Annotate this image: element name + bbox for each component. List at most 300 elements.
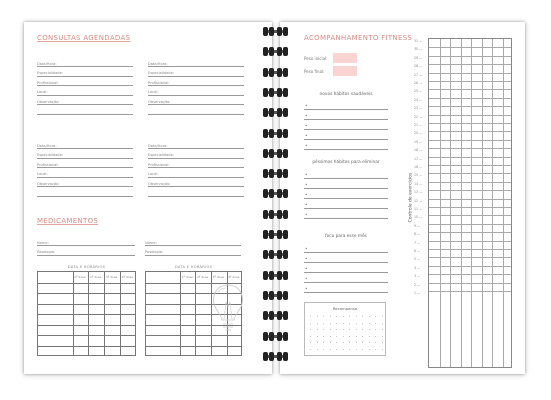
grid-dot bbox=[356, 323, 357, 324]
coil-loop bbox=[283, 47, 288, 56]
appointment-field-label: Especialidade: bbox=[37, 71, 63, 75]
grid-dot bbox=[330, 316, 331, 317]
habit-line[interactable] bbox=[304, 252, 388, 253]
day-label: 21 — bbox=[414, 123, 423, 127]
day-label: 5 — bbox=[414, 257, 421, 262]
spiral-coil bbox=[263, 108, 289, 117]
lightbulb-icon bbox=[208, 280, 248, 340]
coil-loop bbox=[283, 108, 288, 117]
day-label: 11 — bbox=[414, 207, 423, 211]
grid-dot bbox=[375, 336, 376, 337]
spiral-coil bbox=[263, 68, 289, 77]
grid-row-line bbox=[429, 73, 511, 74]
habit-line[interactable] bbox=[304, 262, 388, 263]
appointment-field-label: Observação: bbox=[37, 181, 60, 186]
grid-row-line bbox=[429, 190, 511, 191]
day-label: 22 — bbox=[414, 114, 423, 119]
dose-label: 1ª dose bbox=[74, 274, 86, 279]
coil-loop bbox=[277, 271, 282, 280]
day-label: 25 — bbox=[414, 89, 423, 94]
coil-loop bbox=[269, 210, 274, 219]
rewards-title: Recompensa bbox=[332, 306, 358, 311]
appointment-extra-line bbox=[148, 196, 244, 197]
coil-loop bbox=[277, 27, 282, 36]
grid-dot bbox=[362, 329, 363, 330]
day-label: 28 — bbox=[414, 64, 423, 69]
bullet: • bbox=[305, 103, 308, 108]
spiral-coil bbox=[263, 47, 289, 56]
grid-dot bbox=[317, 349, 318, 350]
grid-dot bbox=[362, 349, 363, 350]
grid-row-line bbox=[429, 199, 511, 200]
appointment-field[interactable] bbox=[148, 96, 244, 105]
day-label: 4 — bbox=[414, 265, 421, 270]
grid-dot bbox=[356, 349, 357, 350]
coil-loop bbox=[283, 291, 288, 300]
grid-dot bbox=[310, 349, 311, 350]
habit-line[interactable] bbox=[304, 272, 388, 273]
coil-loop bbox=[263, 149, 268, 158]
coil-loop bbox=[263, 250, 268, 259]
coil-loop bbox=[263, 189, 268, 198]
table-row-line bbox=[38, 325, 135, 326]
grid-dot bbox=[369, 316, 370, 317]
final-weight-field[interactable] bbox=[333, 66, 357, 76]
appointment-field[interactable] bbox=[37, 169, 133, 178]
table-row-line bbox=[38, 293, 135, 294]
grid-dot bbox=[362, 342, 363, 343]
grid-dot bbox=[382, 323, 383, 324]
coil-loop bbox=[263, 271, 268, 280]
appointment-field[interactable] bbox=[37, 159, 133, 168]
grid-dot bbox=[343, 329, 344, 330]
grid-dot bbox=[323, 323, 324, 324]
final-weight-label: Peso final: bbox=[304, 69, 325, 74]
coil-loop bbox=[277, 47, 282, 56]
grid-dot bbox=[317, 329, 318, 330]
grid-row-line bbox=[429, 81, 511, 82]
appointment-field[interactable] bbox=[37, 77, 133, 86]
grid-row-line bbox=[429, 283, 511, 284]
coil-loop bbox=[269, 250, 274, 259]
grid-dot bbox=[336, 316, 337, 317]
grid-dot bbox=[375, 342, 376, 343]
coil-loop bbox=[283, 27, 288, 36]
appointment-extra-line bbox=[148, 114, 244, 115]
coil-loop bbox=[269, 271, 274, 280]
day-label: 6 — bbox=[414, 249, 421, 253]
coil-loop bbox=[277, 291, 282, 300]
grid-dot bbox=[382, 349, 383, 350]
grid-dot bbox=[369, 342, 370, 343]
appointment-field-label: Local: bbox=[37, 90, 48, 94]
coil-loop bbox=[263, 27, 268, 36]
grid-row-line bbox=[429, 249, 511, 250]
dose-label: 4ª dose bbox=[228, 274, 240, 279]
medications-title: MEDICAMENTOS bbox=[37, 217, 99, 225]
appointment-field-label: Data/Hora: bbox=[37, 143, 57, 148]
grid-dot bbox=[362, 336, 363, 337]
grid-dot bbox=[310, 342, 311, 343]
coil-loop bbox=[283, 352, 288, 361]
bullet: • bbox=[305, 276, 308, 281]
grid-dot bbox=[362, 323, 363, 324]
table-row-line bbox=[38, 335, 135, 336]
habit-line[interactable] bbox=[304, 129, 388, 130]
day-label: 23 — bbox=[414, 106, 423, 111]
grid-row-line bbox=[429, 257, 511, 258]
dose-label: 3ª dose bbox=[105, 274, 118, 279]
coil-loop bbox=[269, 230, 274, 239]
appointment-extra-line bbox=[37, 196, 133, 197]
day-label: 10 — bbox=[414, 215, 423, 220]
grid-row-line bbox=[429, 274, 511, 275]
coil-loop bbox=[263, 88, 268, 97]
appointment-field[interactable] bbox=[148, 68, 244, 77]
grid-dot bbox=[349, 323, 350, 324]
day-label: 19 — bbox=[414, 139, 423, 144]
day-label: 30 — bbox=[414, 47, 423, 52]
day-label: 27 — bbox=[414, 72, 423, 77]
grid-dot bbox=[349, 316, 350, 317]
coil-loop bbox=[277, 149, 282, 158]
bullet: • bbox=[305, 182, 308, 187]
grid-row-line bbox=[429, 157, 511, 158]
day-label: 29 — bbox=[414, 55, 423, 60]
appointment-field[interactable] bbox=[148, 178, 244, 187]
habit-line[interactable] bbox=[304, 208, 388, 209]
medication-field[interactable] bbox=[145, 247, 241, 256]
coil-loop bbox=[269, 311, 274, 320]
focus-title: foco para esse mês bbox=[325, 234, 367, 239]
grid-row-line bbox=[429, 241, 511, 242]
appointment-field-label: Especialidade: bbox=[148, 71, 174, 75]
medication-field[interactable] bbox=[37, 247, 135, 256]
bullet: • bbox=[305, 246, 308, 251]
coil-loop bbox=[283, 210, 288, 219]
initial-weight-field[interactable] bbox=[333, 53, 357, 63]
grid-dot bbox=[310, 329, 311, 330]
spiral-coil bbox=[263, 169, 289, 178]
rewards-box bbox=[304, 302, 386, 356]
bullet: • bbox=[305, 133, 308, 138]
appointment-field-label: Observação: bbox=[148, 181, 171, 186]
appointment-extra-line bbox=[37, 114, 133, 115]
grid-dot bbox=[362, 316, 363, 317]
bullet: • bbox=[305, 212, 308, 217]
coil-loop bbox=[277, 230, 282, 239]
coil-loop bbox=[269, 291, 274, 300]
medication-field-label: Posologia: bbox=[145, 250, 164, 254]
appointments-title: CONSULTAS AGENDADAS bbox=[37, 34, 131, 42]
coil-loop bbox=[263, 108, 268, 117]
medication-field[interactable] bbox=[145, 237, 241, 246]
habit-line[interactable] bbox=[304, 198, 388, 199]
bullet: • bbox=[305, 192, 308, 197]
habit-line[interactable] bbox=[304, 178, 388, 179]
day-label: 17 — bbox=[414, 156, 423, 161]
appointment-field-label: Local: bbox=[37, 172, 48, 176]
habit-line[interactable] bbox=[304, 292, 388, 293]
grid-dot bbox=[330, 336, 331, 337]
coil-loop bbox=[269, 169, 274, 178]
appointment-field[interactable] bbox=[37, 178, 133, 187]
day-label: 13 — bbox=[414, 190, 423, 195]
spiral-coil bbox=[263, 27, 289, 36]
coil-loop bbox=[283, 230, 288, 239]
appointment-field-label: Profissional: bbox=[148, 162, 170, 167]
grid-dot bbox=[382, 336, 383, 337]
coil-loop bbox=[283, 129, 288, 138]
grid-dot bbox=[317, 342, 318, 343]
day-label: 7 — bbox=[414, 240, 421, 245]
coil-loop bbox=[269, 332, 274, 341]
grid-dot bbox=[375, 329, 376, 330]
grid-dot bbox=[323, 329, 324, 330]
spiral-coil bbox=[263, 311, 289, 320]
spiral-coil bbox=[263, 149, 289, 158]
grid-dot bbox=[323, 316, 324, 317]
exercise-grid[interactable] bbox=[428, 38, 512, 368]
spiral-coil bbox=[263, 210, 289, 219]
day-label: 2 — bbox=[414, 282, 421, 287]
healthy-habits-title: novos hábitos saudáveis bbox=[319, 92, 373, 97]
grid-dot bbox=[323, 342, 324, 343]
bad-habits-title: péssimos hábitos para eliminar bbox=[312, 160, 380, 165]
coil-loop bbox=[263, 291, 268, 300]
grid-column-line bbox=[450, 39, 451, 367]
grid-dot bbox=[356, 342, 357, 343]
coil-loop bbox=[283, 250, 288, 259]
habit-line[interactable] bbox=[304, 188, 388, 189]
coil-loop bbox=[283, 271, 288, 280]
grid-dot bbox=[369, 329, 370, 330]
grid-dot bbox=[343, 316, 344, 317]
grid-row-line bbox=[429, 47, 511, 48]
coil-loop bbox=[277, 88, 282, 97]
appointment-field[interactable] bbox=[37, 140, 133, 149]
habit-line[interactable] bbox=[304, 282, 388, 283]
grid-dot bbox=[356, 316, 357, 317]
coil-loop bbox=[277, 210, 282, 219]
coil-loop bbox=[269, 189, 274, 198]
coil-loop bbox=[263, 311, 268, 320]
appointment-field-label: Data/Hora: bbox=[37, 61, 57, 66]
habit-line[interactable] bbox=[304, 139, 388, 140]
dose-table-header: DATA E HORÁRIOS bbox=[67, 265, 106, 269]
coil-loop bbox=[283, 68, 288, 77]
coil-loop bbox=[283, 149, 288, 158]
appointment-field[interactable] bbox=[148, 150, 244, 159]
day-label: 31 — bbox=[414, 39, 423, 43]
appointment-field[interactable] bbox=[148, 159, 244, 168]
grid-row-line bbox=[429, 224, 511, 225]
dose-label: 2ª dose bbox=[196, 274, 209, 279]
grid-dot bbox=[369, 349, 370, 350]
grid-row-line bbox=[429, 56, 511, 57]
grid-column-line bbox=[461, 39, 462, 367]
spiral-coil bbox=[263, 189, 289, 198]
appointment-field[interactable] bbox=[148, 77, 244, 86]
grid-dot bbox=[382, 316, 383, 317]
grid-dot bbox=[323, 336, 324, 337]
coil-loop bbox=[283, 189, 288, 198]
appointment-field-label: Profissional: bbox=[148, 80, 170, 85]
grid-dot bbox=[356, 329, 357, 330]
spiral-coil bbox=[263, 129, 289, 138]
grid-row-line bbox=[429, 148, 511, 149]
appointment-field-label: Local: bbox=[148, 90, 159, 94]
coil-loop bbox=[277, 129, 282, 138]
grid-column-line bbox=[482, 39, 483, 367]
appointment-field[interactable] bbox=[148, 169, 244, 178]
grid-dot bbox=[343, 342, 344, 343]
spiral-coil bbox=[263, 250, 289, 259]
grid-row-line bbox=[429, 106, 511, 107]
grid-dot bbox=[343, 336, 344, 337]
table-row-line bbox=[38, 283, 135, 284]
appointment-field[interactable] bbox=[148, 140, 244, 149]
coil-loop bbox=[277, 169, 282, 178]
grid-dot bbox=[310, 323, 311, 324]
grid-dot bbox=[336, 323, 337, 324]
grid-dot bbox=[330, 342, 331, 343]
coil-loop bbox=[277, 311, 282, 320]
grid-dot bbox=[317, 316, 318, 317]
spiral-coil bbox=[263, 88, 289, 97]
day-label: 8 — bbox=[414, 232, 421, 237]
coil-loop bbox=[269, 47, 274, 56]
coil-loop bbox=[263, 332, 268, 341]
spiral-coil bbox=[263, 230, 289, 239]
grid-row-line bbox=[429, 89, 511, 90]
grid-dot bbox=[349, 329, 350, 330]
bullet: • bbox=[305, 172, 308, 177]
appointment-field-label: Profissional: bbox=[37, 80, 59, 85]
bullet: • bbox=[305, 143, 308, 148]
appointment-field[interactable] bbox=[148, 87, 244, 96]
initial-weight-label: Peso inicial: bbox=[304, 56, 328, 61]
grid-dot bbox=[330, 349, 331, 350]
day-label: 20 — bbox=[414, 131, 423, 136]
coil-loop bbox=[283, 311, 288, 320]
fitness-title: ACOMPANHAMENTO FITNESS bbox=[304, 34, 413, 42]
grid-dot bbox=[343, 349, 344, 350]
coil-loop bbox=[263, 210, 268, 219]
exercise-control-label: Controle de exercícios bbox=[408, 172, 414, 223]
coil-loop bbox=[283, 169, 288, 178]
grid-dot bbox=[349, 342, 350, 343]
appointment-field[interactable] bbox=[148, 58, 244, 67]
grid-dot bbox=[382, 329, 383, 330]
bullet: • bbox=[305, 123, 308, 128]
grid-dot bbox=[336, 342, 337, 343]
coil-loop bbox=[277, 68, 282, 77]
appointment-field[interactable] bbox=[37, 150, 133, 159]
day-label: 24 — bbox=[414, 97, 423, 102]
grid-dot bbox=[369, 336, 370, 337]
dose-table[interactable] bbox=[37, 265, 136, 356]
day-label: 14 — bbox=[414, 181, 423, 186]
bullet: • bbox=[305, 256, 308, 261]
dose-label: 1ª dose bbox=[181, 274, 193, 279]
appointment-field[interactable] bbox=[37, 58, 133, 67]
grid-dot bbox=[375, 349, 376, 350]
habit-line[interactable] bbox=[304, 218, 388, 219]
bullet: • bbox=[305, 202, 308, 207]
table-row-line bbox=[38, 346, 135, 347]
dose-label: 3ª dose bbox=[212, 274, 224, 279]
grid-row-line bbox=[429, 98, 511, 99]
habit-line[interactable] bbox=[304, 149, 388, 150]
appointment-field-label: Observação: bbox=[37, 99, 60, 104]
grid-row-line bbox=[429, 232, 511, 233]
appointment-field[interactable] bbox=[37, 96, 133, 105]
medication-field-label: Nome: bbox=[145, 240, 157, 245]
grid-dot bbox=[375, 323, 376, 324]
coil-loop bbox=[269, 108, 274, 117]
coil-loop bbox=[283, 332, 288, 341]
grid-row-line bbox=[429, 123, 511, 124]
grid-dot bbox=[356, 336, 357, 337]
spiral-coil bbox=[263, 332, 289, 341]
grid-dot bbox=[310, 336, 311, 337]
grid-row-line bbox=[429, 140, 511, 141]
appointment-field-label: Data/Hora: bbox=[148, 61, 168, 66]
medication-field[interactable] bbox=[37, 237, 135, 246]
grid-row-line bbox=[429, 207, 511, 208]
grid-dot bbox=[349, 336, 350, 337]
coil-loop bbox=[263, 230, 268, 239]
grid-row-line bbox=[429, 173, 511, 174]
grid-column-line bbox=[492, 39, 493, 367]
table-row-line bbox=[38, 314, 135, 315]
grid-row-line bbox=[429, 131, 511, 132]
day-label: 3 — bbox=[414, 274, 421, 279]
spiral-coil bbox=[263, 352, 289, 361]
day-label: 15 — bbox=[414, 173, 423, 178]
day-label: 18 — bbox=[414, 148, 423, 153]
grid-row-line bbox=[429, 291, 511, 292]
grid-dot bbox=[369, 323, 370, 324]
grid-column-line bbox=[503, 39, 504, 367]
coil-loop bbox=[263, 169, 268, 178]
coil-loop bbox=[277, 250, 282, 259]
grid-dot bbox=[317, 336, 318, 337]
grid-dot bbox=[330, 323, 331, 324]
grid-row-line bbox=[429, 165, 511, 166]
grid-dot bbox=[349, 349, 350, 350]
habit-line[interactable] bbox=[304, 119, 388, 120]
coil-loop bbox=[277, 189, 282, 198]
grid-dot bbox=[310, 316, 311, 317]
bullet: • bbox=[305, 113, 308, 118]
day-label: 9 — bbox=[414, 223, 421, 228]
coil-loop bbox=[283, 88, 288, 97]
grid-dot bbox=[375, 316, 376, 317]
appointment-field-label: Especialidade: bbox=[148, 153, 174, 157]
dose-label: 2ª dose bbox=[89, 274, 102, 279]
habit-line[interactable] bbox=[304, 109, 388, 110]
grid-row-line bbox=[429, 64, 511, 65]
appointment-field-label: Local: bbox=[148, 172, 159, 176]
grid-column-line bbox=[471, 39, 472, 367]
appointment-field[interactable] bbox=[37, 87, 133, 96]
grid-row-line bbox=[429, 215, 511, 216]
spiral-coil bbox=[263, 291, 289, 300]
coil-loop bbox=[269, 129, 274, 138]
appointment-field[interactable] bbox=[37, 68, 133, 77]
